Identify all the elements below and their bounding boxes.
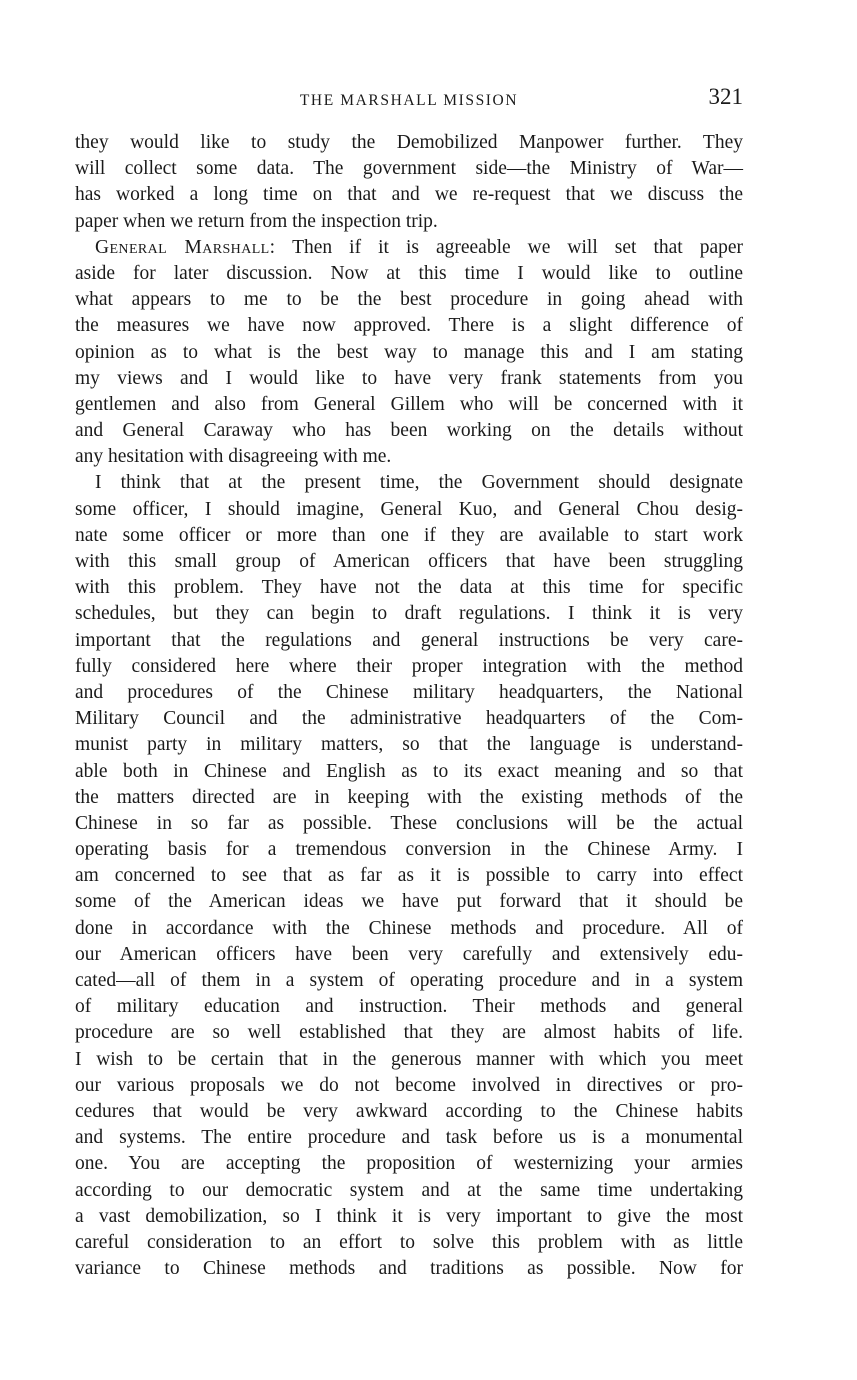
text-line: important that the regulations and general instructions be very care- — [75, 629, 743, 651]
text-line: some officer, I should imagine, General Kuo, and General Chou desig- — [75, 498, 743, 520]
paragraph-continuation — [75, 130, 743, 235]
text-line: able both in Chinese and English as to its exact meaning and so that — [75, 760, 743, 782]
text-line: schedules, but they can begin to draft regulations. I think it is very — [75, 603, 743, 625]
text-line: will collect some data. The government side—the Ministry of War— — [75, 158, 743, 180]
text-line: according to our democratic system and at the same time undertaking — [75, 1179, 743, 1201]
body-text — [75, 130, 743, 1282]
text-line: any hesitation with disagreeing with me. — [75, 446, 392, 468]
text-line: my views and I would like to have very frank statements from you — [75, 367, 743, 389]
text-line: our various proposals we do not become involved in directives or pro- — [75, 1074, 743, 1096]
text-line: cated—all of them in a system of operating procedure and in a system — [75, 970, 743, 991]
text-line: the matters directed are in keeping with the existing methods of the — [75, 786, 743, 808]
speaker-name: General Marshall: — [95, 236, 276, 258]
paragraph-marshall-statement — [75, 235, 743, 471]
text-line: one. You are accepting the proposition of westernizing your armies — [75, 1153, 743, 1175]
text-line: aside for later discussion. Now at this time I would like to outline — [75, 262, 743, 284]
text-line: the measures we have now approved. There is a slight difference of — [75, 315, 743, 337]
text-line: cedures that would be very awkward according to the Chinese habits — [75, 1100, 743, 1122]
text-line: careful consideration to an effort to solve this problem with as little — [75, 1231, 743, 1253]
text-line: what appears to me to be the best procedure in going ahead with — [75, 289, 743, 311]
text-line: Military Council and the administrative headquarters of the Com- — [75, 708, 743, 730]
text-line: a vast demobilization, so I think it is very important to give the most — [75, 1205, 743, 1227]
text-line: with this problem. They have not the data at this time for specific — [75, 577, 743, 599]
text-line: procedure are so well established that they are almost habits of life. — [75, 1022, 743, 1044]
text-line: Chinese in so far as possible. These conclusions will be the actual — [75, 812, 743, 834]
text-line: variance to Chinese methods and traditions as possible. Now for — [75, 1258, 743, 1280]
text-line: they would like to study the Demobilized Manpower further. They — [75, 132, 743, 153]
text-line: am concerned to see that as far as it is possible to carry into effect — [75, 865, 743, 887]
paragraph-procedure — [75, 470, 743, 1282]
text-line: and procedures of the Chinese military headquarters, the National — [75, 681, 743, 703]
text-line: with this small group of American officers that have been struggling — [75, 551, 743, 572]
text-line: paper when we return from the inspection trip. — [75, 210, 438, 232]
text-line: I think that at the present time, the Government should designate — [95, 472, 743, 494]
text-line: gentlemen and also from General Gillem who will be concerned with it — [75, 393, 743, 415]
running-title: THE MARSHALL MISSION — [299, 92, 519, 109]
running-head — [75, 84, 743, 114]
text-line: of military education and instruction. Their methods and general — [75, 996, 743, 1018]
text-line: I wish to be certain that in the generous manner with which you meet — [75, 1048, 743, 1070]
text-line: has worked a long time on that and we re-request that we discuss the — [75, 184, 743, 206]
page-number: 321 — [708, 84, 743, 109]
text-line: munist party in military matters, so that the language is understand- — [75, 734, 743, 756]
text-line: nate some officer or more than one if they are available to start work — [75, 524, 743, 546]
text-line: opinion as to what is the best way to manage this and I am stating — [75, 341, 743, 363]
text-line: and systems. The entire procedure and task before us is a monumental — [75, 1127, 743, 1149]
text-line — [75, 235, 743, 261]
text-line: some of the American ideas we have put forward that it should be — [75, 891, 743, 913]
text-line: and General Caraway who has been working on the details without — [75, 420, 743, 442]
text-line: operating basis for a tremendous conversion in the Chinese Army. I — [75, 839, 743, 861]
text-line: fully considered here where their proper integration with the method — [75, 655, 743, 677]
text-line: done in accordance with the Chinese methods and procedure. All of — [75, 917, 743, 939]
text-line: our American officers have been very carefully and extensively edu- — [75, 943, 743, 965]
text-line-rest: Then if it is agreeable we will set that paper — [275, 236, 743, 258]
